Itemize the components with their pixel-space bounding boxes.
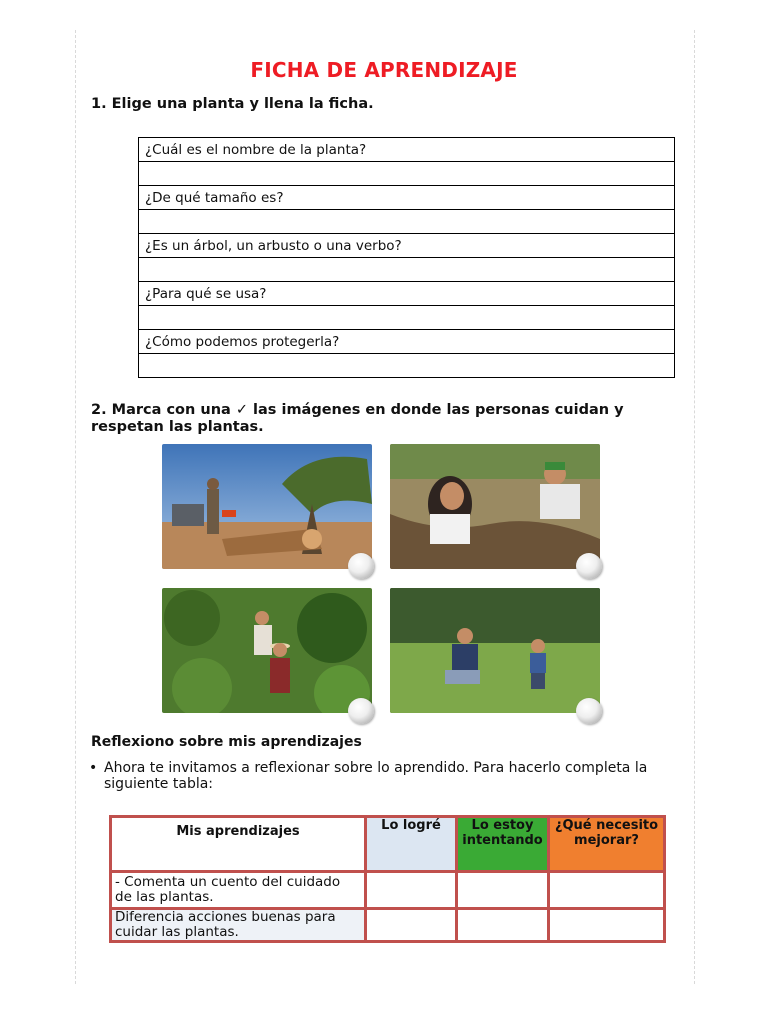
section2-heading: [91, 402, 624, 436]
photo-planting: [390, 444, 600, 569]
question-use: ¿Para qué se usa?: [139, 282, 675, 306]
check-cell-intentando[interactable]: [457, 872, 549, 909]
section2-heading-line1: 2. Marca con una ✓ las imágenes en donde las personas cuidan y: [91, 402, 624, 418]
question-name: ¿Cuál es el nombre de la planta?: [139, 138, 675, 162]
header-lo-logre: Lo logré: [366, 817, 457, 872]
answer-field[interactable]: [139, 162, 675, 186]
answer-field[interactable]: [139, 210, 675, 234]
page-title: FICHA DE APRENDIZAJE: [250, 58, 518, 82]
answer-field[interactable]: [139, 258, 675, 282]
plant-form-table: [138, 137, 675, 378]
answer-field[interactable]: [139, 354, 675, 378]
question-protect: ¿Cómo podemos protegerla?: [139, 330, 675, 354]
check-cell-intentando[interactable]: [457, 909, 549, 942]
self-evaluation-table: [109, 815, 666, 943]
header-aprendizajes: Mis aprendizajes: [111, 817, 366, 872]
reflection-instructions: Ahora te invitamos a reflexionar sobre lo aprendido. Para hacerlo completa la siguiente tabla:: [104, 760, 648, 792]
section2-heading-line2: respetan las plantas.: [91, 419, 264, 435]
photo-tree-cutting: [162, 444, 372, 569]
learning-item: - Comenta un cuento del cuidado de las plantas.: [111, 872, 366, 909]
header-que-necesito-mejorar: ¿Qué necesito mejorar?: [549, 817, 665, 872]
learning-item: Diferencia acciones buenas para cuidar las plantas.: [111, 909, 366, 942]
header-lo-estoy-intentando: Lo estoy intentando: [457, 817, 549, 872]
question-size: ¿De qué tamaño es?: [139, 186, 675, 210]
photo-father-child: [390, 588, 600, 713]
check-circle-photo3[interactable]: [348, 698, 374, 724]
check-cell-mejorar[interactable]: [549, 872, 665, 909]
answer-field[interactable]: [139, 306, 675, 330]
right-margin-guide: [694, 30, 695, 984]
photo-coffee-harvest: [162, 588, 372, 713]
left-margin-guide: [75, 30, 76, 984]
reflection-title: Reflexiono sobre mis aprendizajes: [91, 734, 362, 750]
check-circle-photo1[interactable]: [348, 553, 374, 579]
check-cell-logre[interactable]: [366, 909, 457, 942]
check-circle-photo2[interactable]: [576, 553, 602, 579]
check-cell-mejorar[interactable]: [549, 909, 665, 942]
section1-heading: 1. Elige una planta y llena la ficha.: [91, 96, 374, 112]
check-circle-photo4[interactable]: [576, 698, 602, 724]
check-cell-logre[interactable]: [366, 872, 457, 909]
bullet-marker: •: [89, 760, 98, 776]
question-type: ¿Es un árbol, un arbusto o una verbo?: [139, 234, 675, 258]
